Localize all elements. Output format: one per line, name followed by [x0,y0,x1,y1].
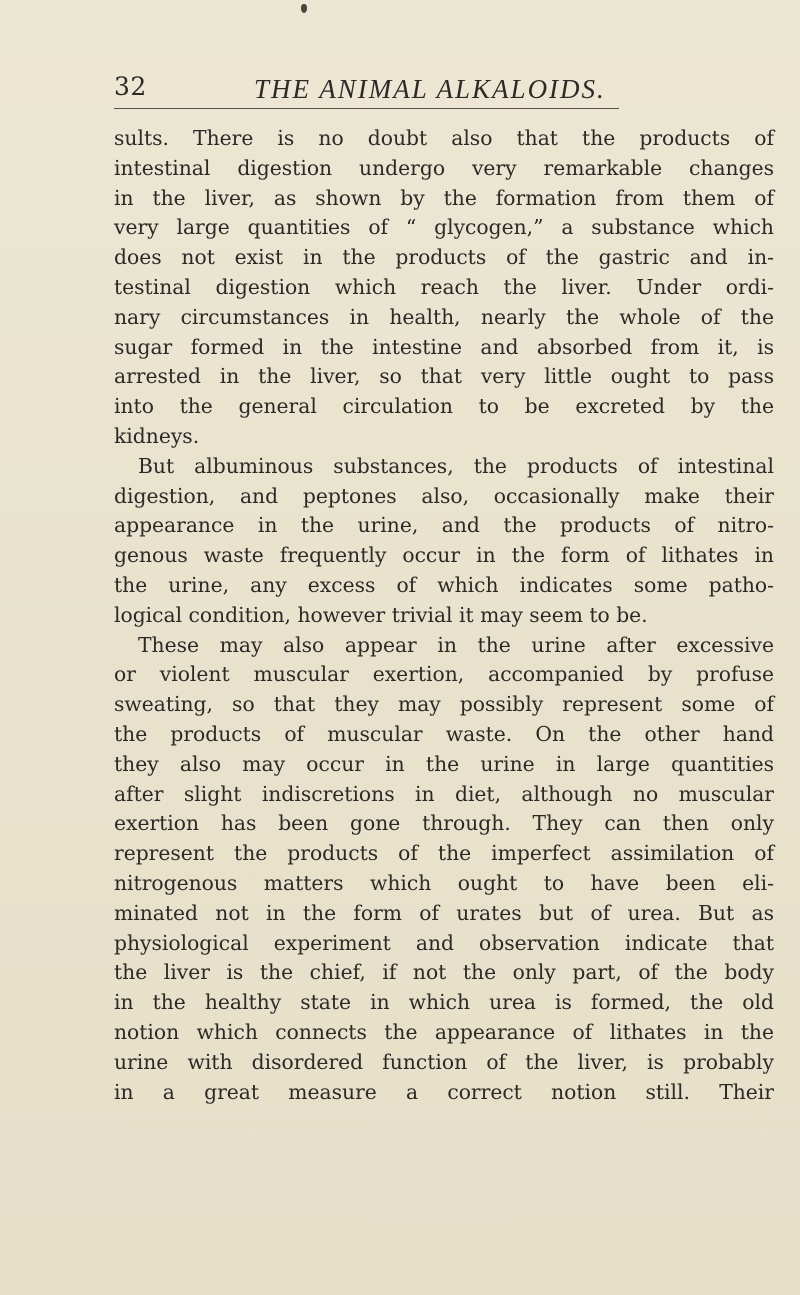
page-number: 32 [114,72,147,101]
text-line: into the general circulation to be excreted by the [114,394,774,419]
text-line: the products of muscular waste. On the other hand [114,721,774,746]
text-line: physiological experiment and observation indicate that [114,930,774,955]
text-line: exertion has been gone through. They can then only [114,811,774,836]
text-line: or violent muscular exertion, accompanied by profuse [114,662,774,687]
text-line: nary circumstances in health, nearly the whole of the [114,304,774,329]
ink-blot [301,4,307,13]
text-line: intestinal digestion undergo very remarkable changes [114,155,774,180]
text-line: arrested in the liver, so that very little ought to pass [114,364,774,389]
text-line: digestion, and peptones also, occasionally make their [114,483,774,508]
text-line: after slight indiscretions in diet, although no muscular [114,781,774,806]
text-line: These may also appear in the urine after excessive [138,632,774,657]
text-line: kidneys. [114,423,200,448]
text-line: does not exist in the products of the gastric and in- [114,245,774,270]
text-line: the liver is the chief, if not the only part, of the body [114,960,774,985]
text-line: represent the products of the imperfect assimilation of [114,841,774,866]
text-line: testinal digestion which reach the liver. Under ordi- [114,274,774,299]
text-line: minated not in the form of urates but of urea. But as [114,900,774,925]
text-line: appearance in the urine, and the products of nitro- [114,513,774,538]
text-line: sults. There is no doubt also that the products of [114,126,774,150]
text-line: in the healthy state in which urea is formed, the old [114,990,774,1015]
running-title: THE ANIMAL ALKALOIDS. [254,74,606,104]
text-line: sweating, so that they may possibly represent some of [114,692,774,717]
text-line: they also may occur in the urine in large quantities [114,751,774,776]
text-line: very large quantities of “ glycogen,” a substance which [114,215,774,240]
text-line: sugar formed in the intestine and absorbed from it, is [114,334,774,359]
text-line: the urine, any excess of which indicates some patho- [114,572,774,597]
page-header [114,72,614,112]
body-text [114,124,774,1107]
text-line: genous waste frequently occur in the form of lithates in [114,543,774,568]
text-line: nitrogenous matters which ought to have been eli- [114,870,774,895]
text-line: in the liver, as shown by the formation from them of [114,185,774,210]
text-line: urine with disordered function of the liver, is probably [114,1049,774,1074]
text-line: But albuminous substances, the products of intestinal [138,453,774,478]
text-line: notion which connects the appearance of lithates in the [114,1019,774,1044]
text-line: logical condition, however trivial it may seem to be. [114,602,648,627]
text-line: in a great measure a correct notion still. Their [114,1079,774,1104]
header-rule [114,108,619,109]
